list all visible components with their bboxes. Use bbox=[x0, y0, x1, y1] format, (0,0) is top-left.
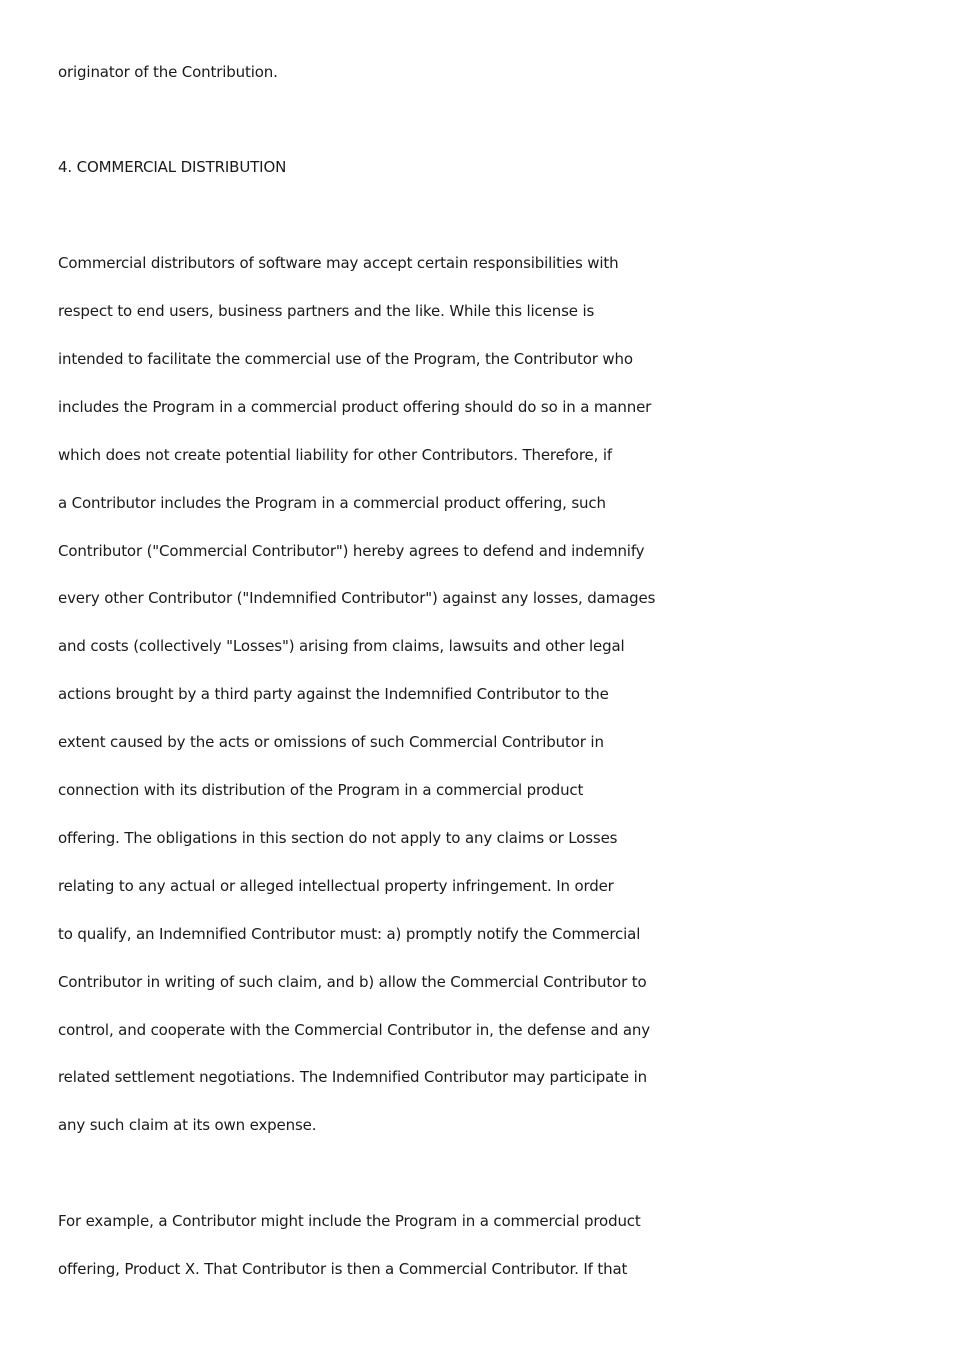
intro-line: originator of the Contribution. bbox=[58, 63, 278, 81]
paragraph-line: Contributor ("Commercial Contributor") hereby agrees to defend and indemnify bbox=[58, 542, 645, 560]
paragraph-line: offering, Product X. That Contributor is then a Commercial Contributor. If that bbox=[58, 1260, 628, 1278]
paragraph-line: intended to facilitate the commercial use of the Program, the Contributor who bbox=[58, 350, 633, 368]
paragraph-line: related settlement negotiations. The Indemnified Contributor may participate in bbox=[58, 1068, 647, 1086]
paragraph-line: Contributor in writing of such claim, and b) allow the Commercial Contributor to bbox=[58, 973, 647, 991]
paragraph-line: relating to any actual or alleged intellectual property infringement. In order bbox=[58, 877, 614, 895]
paragraph-line: control, and cooperate with the Commercial Contributor in, the defense and any bbox=[58, 1021, 650, 1039]
paragraph-line: a Contributor includes the Program in a commercial product offering, such bbox=[58, 494, 606, 512]
paragraph-line: any such claim at its own expense. bbox=[58, 1116, 317, 1134]
paragraph-line: actions brought by a third party against the Indemnified Contributor to the bbox=[58, 685, 609, 703]
paragraph-line: offering. The obligations in this section do not apply to any claims or Losses bbox=[58, 829, 618, 847]
paragraph-line: to qualify, an Indemnified Contributor must: a) promptly notify the Commercial bbox=[58, 925, 641, 943]
paragraph-line: every other Contributor ("Indemnified Contributor") against any losses, damages bbox=[58, 589, 656, 607]
paragraph-line: and costs (collectively "Losses") arising from claims, lawsuits and other legal bbox=[58, 637, 625, 655]
paragraph-line: includes the Program in a commercial product offering should do so in a manner bbox=[58, 398, 652, 416]
paragraph-line: Commercial distributors of software may accept certain responsibilities with bbox=[58, 254, 619, 272]
paragraph-line: For example, a Contributor might include the Program in a commercial product bbox=[58, 1212, 641, 1230]
paragraph-line: extent caused by the acts or omissions of such Commercial Contributor in bbox=[58, 733, 604, 751]
paragraph-line: connection with its distribution of the Program in a commercial product bbox=[58, 781, 584, 799]
section-heading: 4. COMMERCIAL DISTRIBUTION bbox=[58, 158, 287, 176]
paragraph-line: which does not create potential liability for other Contributors. Therefore, if bbox=[58, 446, 612, 464]
paragraph-line: respect to end users, business partners and the like. While this license is bbox=[58, 302, 595, 320]
